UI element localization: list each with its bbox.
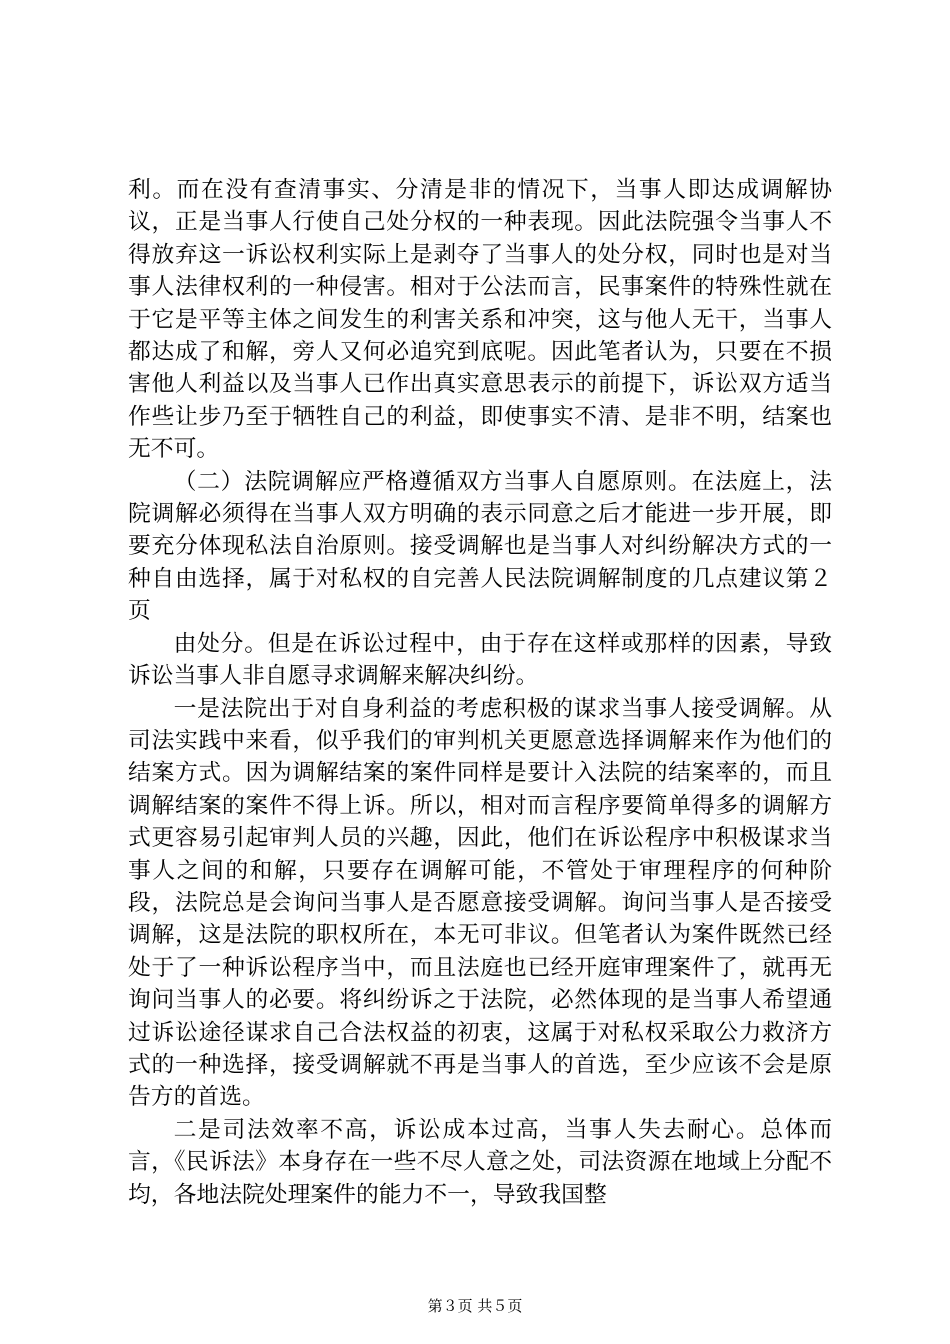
paragraph-3: 由处分。但是在诉讼过程中，由于存在这样或那样的因素，导致诉讼当事人非自愿寻求调解来解决纠纷。 (128, 630, 832, 690)
document-body (128, 174, 832, 1211)
paragraph-1: 利。而在没有查清事实、分清是非的情况下，当事人即达成调解协议，正是当事人行使自己处分权的一种表现。因此法院强令当事人不得放弃这一诉讼权利实际上是剥夺了当事人的处分权，同时也是对当事人法律权利的一种侵害。相对于公法而言，民事案件的特殊性就在于它是平等主体之间发生的利害关系和冲突，这与他人无干，当事人都达成了和解，旁人又何必追究到底呢。因此笔者认为，只要在不损害他人利益以及当事人已作出真实意思表示的前提下，诉讼双方适当作些让步乃至于牺牲自己的利益，即使事实不清、是非不明，结案也无不可。 (128, 177, 832, 463)
page-footer: 第３页 共５页 (427, 1297, 523, 1315)
paragraph-5: 二是司法效率不高，诉讼成本过高，当事人失去耐心。总体而言，《民诉法》本身存在一些不尽人意之处，司法资源在地域上分配不均，各地法院处理案件的能力不一，导致我国整 (128, 1116, 832, 1208)
paragraph-2: （二）法院调解应严格遵循双方当事人自愿原则。在法庭上，法院调解必须得在当事人双方明确的表示同意之后才能进一步开展，即要充分体现私法自治原则。接受调解也是当事人对纠纷解决方式的一种自由选择，属于对私权的自完善人民法院调解制度的几点建议第２页 (128, 468, 832, 625)
paragraph-4: 一是法院出于对自身利益的考虑积极的谋求当事人接受调解。从司法实践中来看，似乎我们的审判机关更愿意选择调解来作为他们的结案方式。因为调解结案的案件同样是要计入法院的结案率的，而且调解结案的案件不得上诉。所以，相对而言程序要简单得多的调解方式更容易引起审判人员的兴趣，因此，他们在诉讼程序中积极谋求当事人之间的和解，只要存在调解可能，不管处于审理程序的何种阶段，法院总是会询问当事人是否愿意接受调解。询问当事人是否接受调解，这是法院的职权所在，本无可非议。但笔者认为案件既然已经处于了一种诉讼程序当中，而且法庭也已经开庭审理案件了，就再无询问当事人的必要。将纠纷诉之于法院，必然体现的是当事人希望通过诉讼途径谋求自己合法权益的初衷，这属于对私权采取公力救济方式的一种选择，接受调解就不再是当事人的首选，至少应该不会是原告方的首选。 (128, 695, 832, 1111)
